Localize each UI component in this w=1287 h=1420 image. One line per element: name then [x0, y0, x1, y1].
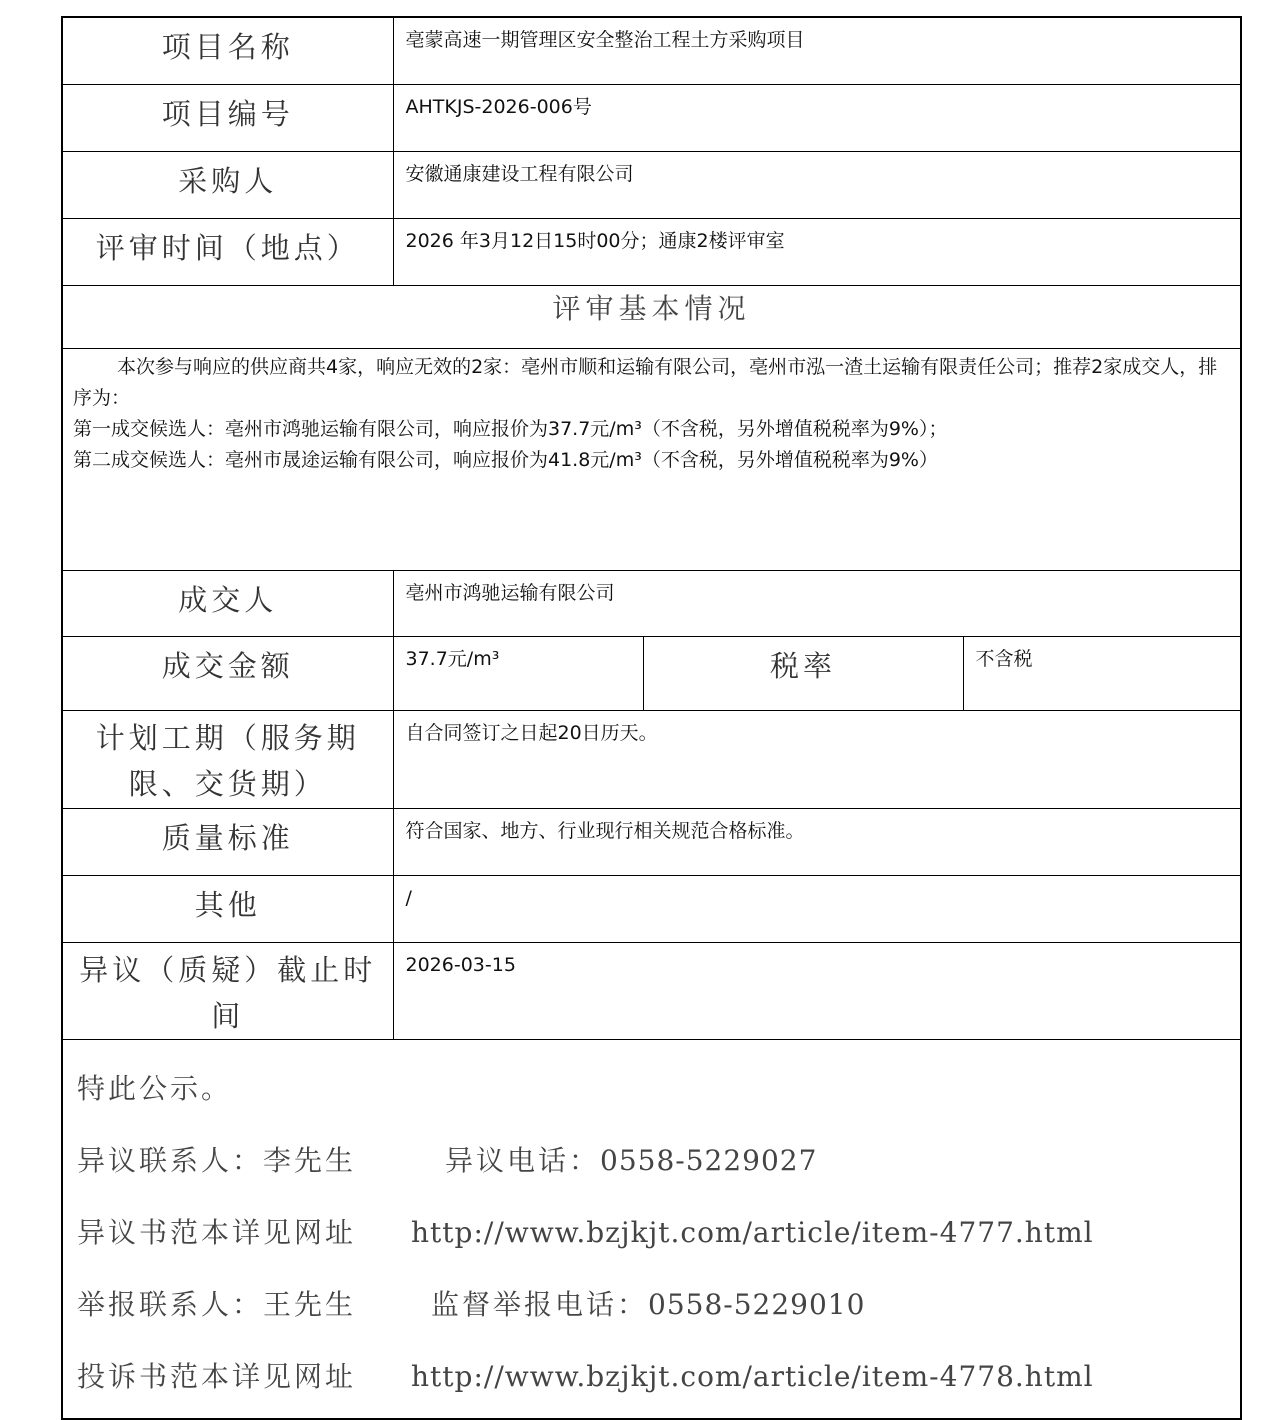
objection-contact-line: [77, 1138, 1230, 1210]
announcement-document: [61, 16, 1240, 1420]
objection-contact: 异议联系人：李先生: [77, 1143, 357, 1177]
announce-text: 特此公示。: [77, 1071, 233, 1105]
complaint-template-url[interactable]: http://www.bzjkjt.com/article/item-4778.html: [411, 1359, 1094, 1393]
announce-line: [77, 1066, 1230, 1138]
objection-template-label: 异议书范本详见网址: [77, 1215, 357, 1249]
objection-deadline-value: 2026-03-15: [393, 942, 1241, 1039]
report-contact-line: [77, 1282, 1230, 1354]
row-winner: [62, 570, 1241, 636]
review-summary: [62, 348, 1241, 570]
footer-notice: [62, 1039, 1241, 1419]
quality-label: 质量标准: [62, 808, 393, 875]
report-phone-label: 监督举报电话：: [431, 1287, 649, 1321]
row-objection-deadline: [62, 942, 1241, 1039]
amount-value: 37.7元/m³: [393, 636, 643, 710]
project-name-value: 亳蒙高速一期管理区安全整治工程土方采购项目: [393, 17, 1241, 84]
project-number-value: AHTKJS-2026-006号: [393, 84, 1241, 151]
tax-rate-label: 税率: [643, 636, 963, 710]
project-number-label: 项目编号: [62, 84, 393, 151]
review-time-value: 2026 年3月12日15时00分；通康2楼评审室: [393, 218, 1241, 285]
report-phone: 0558-5229010: [648, 1287, 866, 1321]
row-section-title: [62, 285, 1241, 348]
row-other: [62, 875, 1241, 942]
report-contact: 举报联系人：王先生: [77, 1287, 357, 1321]
complaint-template-line: [77, 1354, 1230, 1410]
objection-deadline-label: 异议（质疑）截止时间: [62, 942, 393, 1039]
winner-value: 亳州市鸿驰运输有限公司: [393, 570, 1241, 636]
other-value: /: [393, 875, 1241, 942]
row-project-number: [62, 84, 1241, 151]
objection-phone: 0558-5229027: [600, 1143, 818, 1177]
complaint-template-label: 投诉书范本详见网址: [77, 1359, 357, 1393]
tax-rate-value: 不含税: [963, 636, 1241, 710]
project-name-label: 项目名称: [62, 17, 393, 84]
row-purchaser: [62, 151, 1241, 218]
objection-phone-label: 异议电话：: [445, 1143, 601, 1177]
review-time-label: 评审时间（地点）: [62, 218, 393, 285]
row-project-name: [62, 17, 1241, 84]
purchaser-value: 安徽通康建设工程有限公司: [393, 151, 1241, 218]
other-label: 其他: [62, 875, 393, 942]
row-amount: [62, 636, 1241, 710]
row-footer: [62, 1039, 1241, 1419]
row-period: [62, 710, 1241, 808]
row-summary: [62, 348, 1241, 570]
row-quality: [62, 808, 1241, 875]
summary-paragraph-3: 第二成交候选人：亳州市晟途运输有限公司，响应报价为41.8元/m³（不含税，另外增值税税率为9%）: [73, 448, 938, 471]
winner-label: 成交人: [62, 570, 393, 636]
announcement-table: [61, 16, 1242, 1420]
section-title: 评审基本情况: [62, 285, 1241, 348]
amount-label: 成交金额: [62, 636, 393, 710]
purchaser-label: 采购人: [62, 151, 393, 218]
quality-value: 符合国家、地方、行业现行相关规范合格标准。: [393, 808, 1241, 875]
summary-paragraph-1: 本次参与响应的供应商共4家，响应无效的2家：亳州市顺和运输有限公司，亳州市泓一渣土运输有限责任公司；推荐2家成交人，排序为：: [73, 355, 1218, 409]
row-review-time: [62, 218, 1241, 285]
period-value: 自合同签订之日起20日历天。: [393, 710, 1241, 808]
objection-template-line: [77, 1210, 1230, 1282]
period-label: 计划工期（服务期限、交货期）: [62, 710, 393, 808]
objection-template-url[interactable]: http://www.bzjkjt.com/article/item-4777.html: [411, 1215, 1094, 1249]
summary-paragraph-2: 第一成交候选人：亳州市鸿驰运输有限公司，响应报价为37.7元/m³（不含税，另外增值税税率为9%）；: [73, 417, 948, 440]
